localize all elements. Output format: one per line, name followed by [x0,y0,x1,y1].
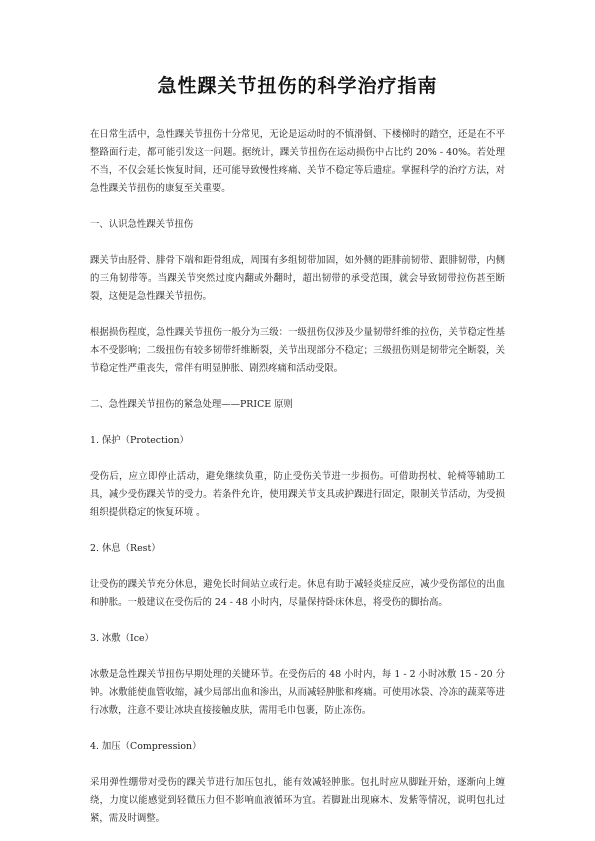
ice-paragraph: 冰敷是急性踝关节扭伤早期处理的关键环节。在受伤后的 48 小时内，每 1 - 2 小时冰敷 15 - 20 分钟。冰敷能使血管收缩，减少局部出血和渗出，从而减轻肿胀和疼痛。可使用冰袋、冷冻的蔬菜等进行冰敷，注意不要让冰块直接接触皮肤，需用毛巾包裹，防止冻伤。 [90,669,505,716]
spacer [90,198,505,216]
subheading-rest: 2. 休息（Rest） [90,543,161,554]
subheading-protection: 1. 保护（Protection） [90,435,189,446]
anatomy-paragraph: 踝关节由胫骨、腓骨下端和距骨组成，周围有多组韧带加固，如外侧的距腓前韧带、跟腓韧带，内侧的三角韧带等。当踝关节突然过度内翻或外翻时，超出韧带的承受范围，就会导致韧带拉伤甚至断裂，这便是急性踝关节扭伤。 [90,255,505,302]
spacer [90,720,505,738]
spacer [90,234,505,252]
protection-paragraph: 受伤后，应立即停止活动，避免继续负重，防止受伤关节进一步损伤。可借助拐杖、轮椅等辅助工具，减少受伤踝关节的受力。若条件允许，使用踝关节支具或护踝进行固定，限制关节活动，为受损组织提供稳定的恢复环境 。 [90,471,505,518]
spacer [90,378,505,396]
grading-paragraph: 根据损伤程度，急性踝关节扭伤一般分为三级：一级扭伤仅涉及少量韧带纤维的拉伤，关节稳定性基本不受影响；二级扭伤有较多韧带纤维断裂，关节出现部分不稳定；三级扭伤则是韧带完全断裂，关节稳定性严重丧失，常伴有明显肿胀、剧烈疼痛和活动受限。 [90,327,505,374]
subheading-compression: 4. 加压（Compression） [90,741,202,752]
spacer [90,648,505,666]
intro-paragraph: 在日常生活中，急性踝关节扭伤十分常见，无论是运动时的不慎滑倒、下楼梯时的踏空，还是在不平整路面行走，都可能引发这一问题。据统计，踝关节扭伤在运动损伤中占比约 20% - 40%。若处理不当，不仅会延长恢复时间，还可能导致慢性疼痛、关节不稳定等后遗症。掌握科学的治疗方法，对急性踝关节扭伤的康复至关重要。 [90,129,505,194]
compression-paragraph: 采用弹性绷带对受伤的踝关节进行加压包扎，能有效减轻肿胀。包扎时应从脚趾开始，逐渐向上缠绕，力度以能感觉到轻微压力但不影响血液循环为宜。若脚趾出现麻木、发紫等情况，说明包扎过紧，需及时调整。 [90,777,505,824]
spacer [90,450,505,468]
spacer [90,558,505,576]
spacer [90,522,505,540]
document-title: 急性踝关节扭伤的科学治疗指南 [157,75,438,97]
spacer [90,756,505,774]
subheading-ice: 3. 冰敷（Ice） [90,633,154,644]
rest-paragraph: 让受伤的踝关节充分休息，避免长时间站立或行走。休息有助于减轻炎症反应，减少受伤部位的出血和肿胀。一般建议在受伤后的 24 - 48 小时内，尽量保持卧床休息，将受伤的脚抬高。 [90,579,505,608]
spacer [90,306,505,324]
spacer [90,612,505,630]
spacer [90,414,505,432]
section-heading-price: 二、急性踝关节扭伤的紧急处理——PRICE 原则 [90,399,293,410]
section-heading-understanding: 一、认识急性踝关节扭伤 [90,219,194,230]
